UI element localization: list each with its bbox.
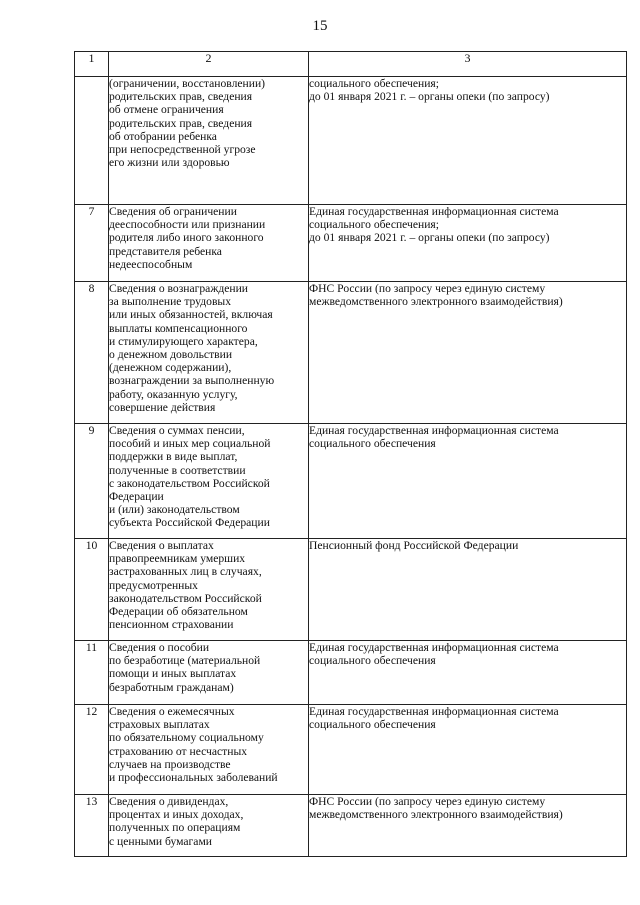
description-line: Сведения о пособии [109, 641, 210, 654]
source-line: социального обеспечения [309, 437, 436, 451]
row-description [109, 205, 309, 282]
row-number: 12 [75, 705, 109, 795]
description-line: пособий и иных мер социальной [109, 437, 271, 451]
source-line: социального обеспечения [309, 718, 436, 732]
description-line: по безработице (материальной [109, 654, 261, 668]
header-col-2: 2 [109, 52, 309, 77]
table-row [75, 424, 627, 539]
description-line: правопреемникам умерших [109, 552, 246, 566]
source-line: социального обеспечения; [309, 77, 439, 90]
description-line: Сведения о суммах пенсии, [109, 424, 245, 437]
description-line: о денежном довольствии [109, 348, 233, 362]
description-line: представителя ребенка [109, 244, 222, 258]
source-line: ФНС России (по запросу через единую систему [309, 795, 546, 808]
description-line: родительских прав, сведения [109, 90, 253, 104]
row-number: 10 [75, 539, 109, 641]
description-line: дееспособности или признании [109, 218, 266, 232]
description-line: пенсионном страховании [109, 618, 234, 632]
description-line: Федерации [109, 490, 164, 504]
description-line: родительских прав, сведения [109, 116, 253, 130]
source-line: Единая государственная информационная система [309, 641, 559, 654]
description-line: с законодательством Российской [109, 476, 270, 490]
header-col-3: 3 [309, 52, 627, 77]
table-row [75, 795, 627, 857]
table-row [75, 641, 627, 705]
source-line: Пенсионный фонд Российской Федерации [309, 539, 519, 552]
description-line: (ограничении, восстановлении) [109, 77, 266, 90]
row-source [309, 539, 627, 641]
description-line: с ценными бумагами [109, 834, 212, 848]
table-row [75, 77, 627, 205]
description-line: недееспособным [109, 257, 193, 271]
row-source [309, 424, 627, 539]
row-number: 11 [75, 641, 109, 705]
description-line: страхованию от несчастных [109, 744, 248, 758]
description-line: Сведения о дивидендах, [109, 795, 229, 808]
description-line: случаев на производстве [109, 757, 231, 771]
header-col-1: 1 [75, 52, 109, 77]
source-line: межведомственного электронного взаимодействия) [309, 808, 563, 822]
document-table [74, 51, 627, 857]
description-line: предусмотренных [109, 578, 198, 592]
row-description [109, 424, 309, 539]
description-line: при непосредственной угрозе [109, 143, 256, 157]
row-source [309, 705, 627, 795]
source-line: межведомственного электронного взаимодействия) [309, 295, 563, 309]
description-line: вознаграждении за выполненную [109, 374, 275, 388]
source-line: Единая государственная информационная система [309, 705, 559, 718]
table-row [75, 539, 627, 641]
description-line: (денежном содержании), [109, 361, 232, 375]
description-line: застрахованных лиц в случаях, [109, 565, 262, 579]
description-line: законодательством Российской [109, 591, 262, 605]
page-number: 15 [312, 18, 328, 34]
row-number: 8 [75, 282, 109, 424]
description-line: или иных обязанностей, включая [109, 308, 273, 322]
row-description [109, 705, 309, 795]
row-source [309, 795, 627, 857]
source-line: социального обеспечения; [309, 218, 439, 232]
description-line: полученные в соответствии [109, 463, 246, 477]
table-row [75, 705, 627, 795]
row-description [109, 795, 309, 857]
description-line: страховых выплатах [109, 718, 210, 732]
row-source [309, 77, 627, 205]
row-number: 7 [75, 205, 109, 282]
description-line: субъекта Российской Федерации [109, 516, 270, 530]
row-description [109, 77, 309, 205]
row-source [309, 641, 627, 705]
description-line: за выполнение трудовых [109, 295, 231, 309]
row-source [309, 282, 627, 424]
description-line: работу, оказанную услугу, [109, 387, 238, 401]
row-source [309, 205, 627, 282]
description-line: и стимулирующего характера, [109, 334, 258, 348]
description-line: безработным гражданам) [109, 680, 234, 694]
source-line: до 01 января 2021 г. – органы опеки (по запросу) [309, 90, 550, 104]
row-description [109, 539, 309, 641]
description-line: его жизни или здоровью [109, 156, 230, 170]
row-number: 13 [75, 795, 109, 857]
table-header-row [75, 52, 627, 77]
description-line: и профессиональных заболеваний [109, 771, 278, 785]
description-line: процентах и иных доходах, [109, 808, 244, 822]
description-line: помощи и иных выплатах [109, 667, 237, 681]
description-line: об отобрании ребенка [109, 129, 217, 143]
description-line: Сведения о вознаграждении [109, 282, 249, 295]
description-line: Сведения о выплатах [109, 539, 214, 552]
description-line: полученных по операциям [109, 821, 241, 835]
table-row [75, 205, 627, 282]
description-line: Сведения об ограничении [109, 205, 237, 218]
source-line: до 01 января 2021 г. – органы опеки (по запросу) [309, 231, 550, 245]
source-line: социального обеспечения [309, 654, 436, 668]
description-line: родителя либо иного законного [109, 231, 264, 245]
description-line: и (или) законодательством [109, 503, 240, 517]
description-line: поддержки в виде выплат, [109, 450, 238, 464]
row-description [109, 641, 309, 705]
source-line: ФНС России (по запросу через единую систему [309, 282, 546, 295]
description-line: выплаты компенсационного [109, 321, 248, 335]
description-line: совершение действия [109, 400, 216, 414]
row-description [109, 282, 309, 424]
source-line: Единая государственная информационная система [309, 424, 559, 437]
source-line: Единая государственная информационная система [309, 205, 559, 218]
row-number [75, 77, 109, 205]
table-row [75, 282, 627, 424]
description-line: по обязательному социальному [109, 731, 264, 745]
description-line: Сведения о ежемесячных [109, 705, 235, 718]
description-line: об отмене ограничения [109, 103, 224, 117]
description-line: Федерации об обязательном [109, 605, 248, 619]
row-number: 9 [75, 424, 109, 539]
